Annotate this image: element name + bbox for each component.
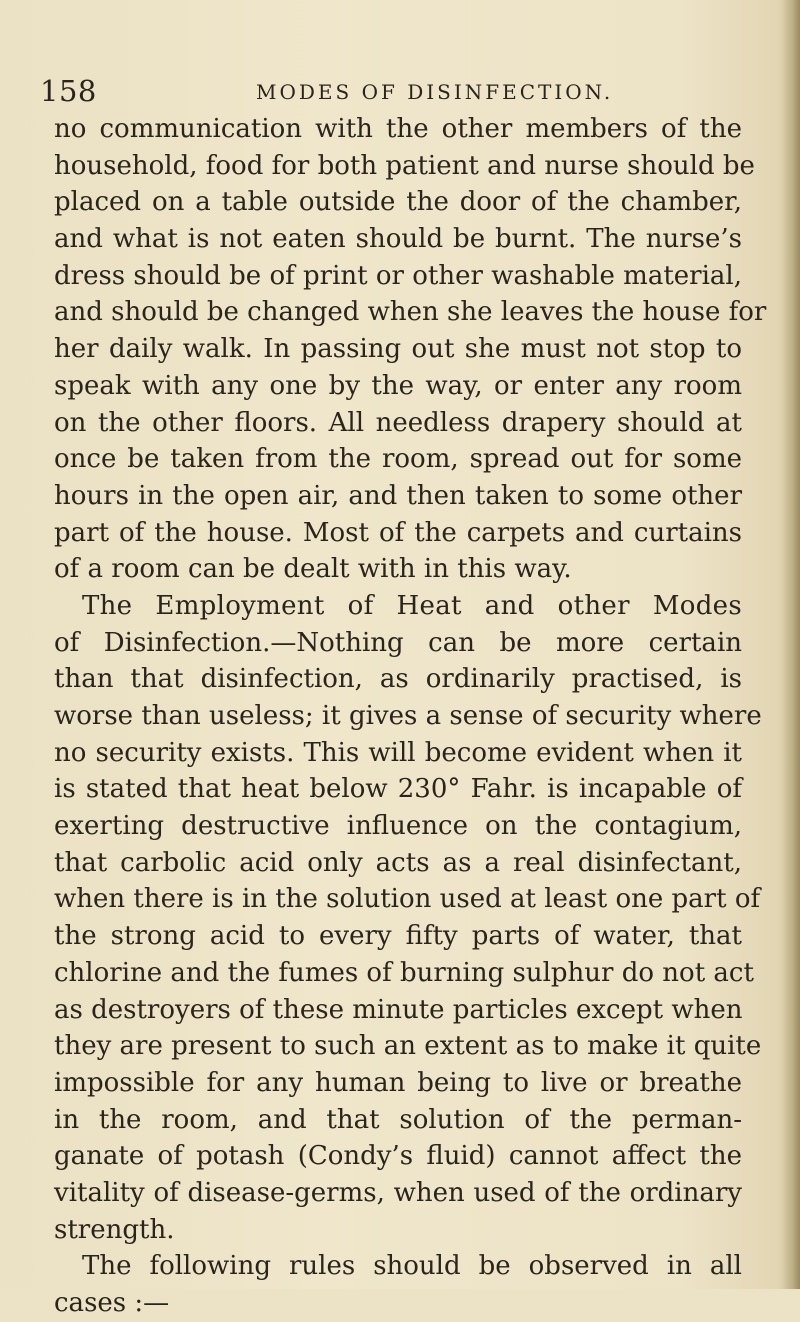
text-line: dress should be of print or other washable material, — [54, 260, 742, 291]
text-line: is stated that heat below 230° Fahr. is incapable of — [54, 774, 742, 805]
text-line: strength. — [54, 1214, 175, 1245]
text-line: once be taken from the room, spread out for some — [54, 444, 742, 475]
text-line: impossible for any human being to live or breathe — [54, 1067, 742, 1098]
text-line: they are present to such an extent as to make it quite — [54, 1031, 762, 1062]
text-line: household, food for both patient and nurse should be — [54, 150, 755, 181]
text-line: that carbolic acid only acts as a real disinfectant, — [54, 847, 742, 878]
section-heading-line: The Employment of Heat and other Modes — [82, 590, 742, 621]
running-title: MODES OF DISINFECTION. — [256, 80, 614, 104]
section-heading-line: of Disinfection.—Nothing can be more certain — [54, 627, 742, 658]
text-line: vitality of disease-germs, when used of the ordinary — [54, 1177, 742, 1208]
text-line: exerting destructive influence on the contagium, — [54, 811, 742, 842]
text-line: no communication with the other members of the — [54, 114, 742, 144]
text-line: in the room, and that solution of the perman- — [54, 1104, 742, 1135]
text-line: placed on a table outside the door of the chamber, — [54, 187, 742, 218]
text-line: speak with any one by the way, or enter any room — [54, 370, 742, 401]
text-line: of a room can be dealt with in this way. — [54, 554, 572, 585]
text-line: no security exists. This will become evident when it — [54, 737, 742, 768]
text-line: cases :— — [54, 1288, 170, 1318]
text-line: and should be changed when she leaves the house for — [54, 297, 767, 328]
text-line: when there is in the solution used at least one part of — [54, 884, 761, 915]
text-line: part of the house. Most of the carpets and curtains — [54, 517, 742, 548]
running-head — [40, 74, 740, 110]
text-line: on the other floors. All needless drapery should at — [54, 407, 742, 438]
text-line: as destroyers of these minute particles except when — [54, 994, 743, 1025]
page-binding-edge — [782, 0, 800, 1289]
text-line: ganate of potash (Condy’s fluid) cannot affect the — [54, 1141, 742, 1172]
text-line: the strong acid to every fifty parts of water, that — [54, 921, 742, 952]
text-line: and what is not eaten should be burnt. The nurse’s — [54, 224, 742, 255]
text-line: her daily walk. In passing out she must not stop to — [54, 334, 742, 365]
page-number: 158 — [40, 74, 97, 108]
text-line: than that disinfection, as ordinarily practised, is — [54, 664, 742, 695]
text-line: chlorine and the fumes of burning sulphur do not act — [54, 957, 754, 988]
body-text — [54, 111, 767, 1322]
text-line: The following rules should be observed in all — [82, 1251, 742, 1282]
text-line: hours in the open air, and then taken to some other — [54, 480, 742, 511]
text-line: worse than useless; it gives a sense of security where — [54, 701, 762, 731]
